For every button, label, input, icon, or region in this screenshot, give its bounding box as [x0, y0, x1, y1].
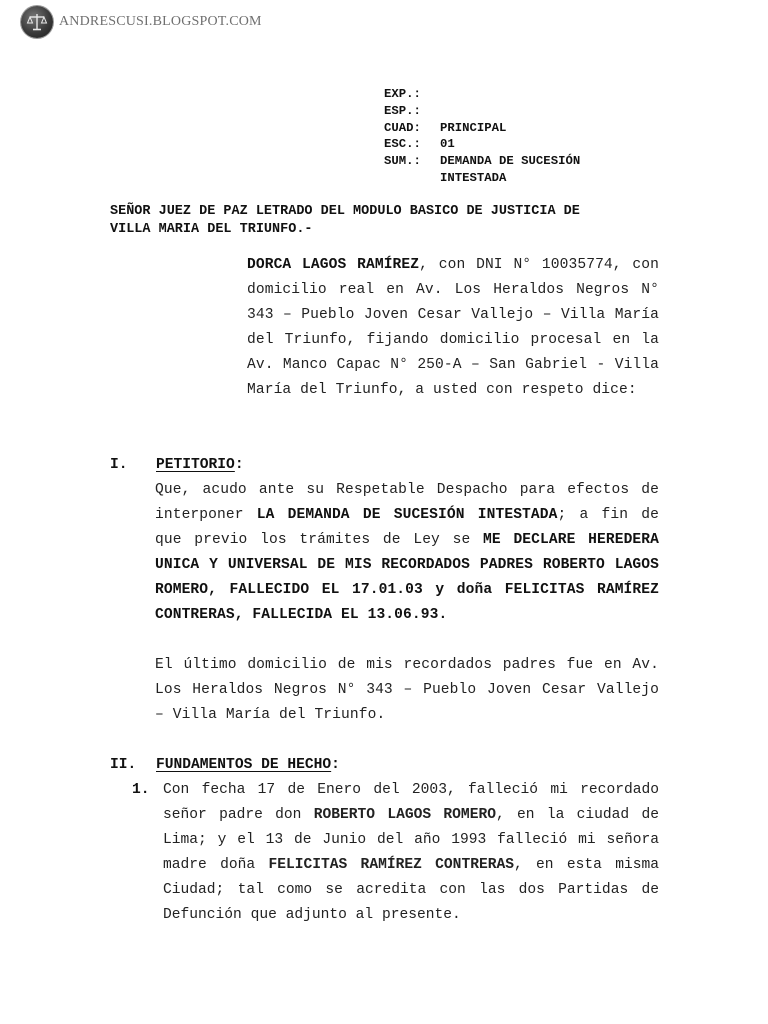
blog-header: [21, 5, 262, 39]
meta-key: ESP.:: [384, 103, 421, 118]
petitorio-paragraph: [155, 478, 659, 628]
addressee-heading: SEÑOR JUEZ DE PAZ LETRADO DEL MODULO BASICO DE JUSTICIA DE VILLA MARIA DEL TRIUNFO.-: [110, 204, 580, 237]
fact-text: , en esta misma Ciudad; tal como se acredita con las dos Partidas de Defunción que adjunto al presente.: [163, 857, 659, 923]
meta-value: PRINCIPAL: [440, 120, 507, 135]
fact-item-1: [132, 778, 659, 928]
meta-value: 01: [440, 137, 455, 152]
meta-value: [440, 86, 640, 103]
petitorio-text: ; a fin de que previo los trámites de Ley se: [155, 507, 660, 548]
meta-row-esc: [384, 136, 640, 153]
blog-name[interactable]: ANDRESCUSI.BLOGSPOT.COM: [59, 14, 262, 29]
fact-text: Con fecha 17 de Enero del 2003, falleció mi recordado señor padre don: [163, 782, 659, 823]
meta-row-sum: [384, 153, 640, 187]
section-heading-fundamentos: [110, 753, 340, 778]
meta-key: ESC.:: [384, 137, 421, 152]
section-number: II.: [110, 757, 137, 773]
section-number: I.: [110, 457, 128, 473]
fact-bold: ROBERTO LAGOS ROMERO: [313, 807, 496, 823]
last-domicile-paragraph: El último domicilio de mis recordados padres fue en Av. Los Heraldos Negros N° 343 – Pueblo Joven Cesar Vallejo – Villa María del Triunfo.: [155, 657, 659, 723]
intro-text: , con DNI N° 10035774, con domicilio real en Av. Los Heraldos Negros N° 343 – Pueblo Joven Cesar Vallejo – Villa María del Triunfo, fijando domicilio procesal en la Av. Manco Capac N° 250-A – San Gabriel - Villa María del Triunfo, a usted con respeto dice:: [247, 257, 659, 398]
meta-row-esp: [384, 103, 640, 120]
meta-row-cuad: [384, 120, 640, 137]
item-number: 1.: [132, 782, 150, 798]
meta-value: DEMANDA DE SUCESIÓN INTESTADA: [440, 154, 581, 185]
section-title: PETITORIO: [156, 457, 235, 473]
fact-text: , en la ciudad de Lima; y el 13 de Junio del año 1993 falleció mi señora madre doña: [163, 807, 659, 873]
intro-paragraph: [247, 253, 659, 403]
scales-of-justice-icon: [21, 6, 53, 38]
section-colon: :: [331, 757, 340, 773]
petitorio-bold: LA DEMANDA DE SUCESIÓN INTESTADA: [256, 507, 558, 523]
fact-bold: FELICITAS RAMÍREZ CONTRERAS: [268, 857, 514, 873]
meta-key: CUAD:: [384, 120, 421, 135]
item-text: [163, 778, 659, 928]
meta-value: [440, 103, 640, 120]
petitorio-bold: ME DECLARE HEREDERA UNICA Y UNIVERSAL DE MIS RECORDADOS PADRES ROBERTO LAGOS ROMERO, FALLECIDO EL 17.01.03 y doña FELICITAS RAMÍREZ CONTRERAS, FALLECIDA EL 13.06.93.: [155, 532, 660, 623]
section-title: FUNDAMENTOS DE HECHO: [156, 757, 332, 773]
section-heading-petitorio: [110, 453, 244, 478]
petitorio-text: Que, acudo ante su Respetable Despacho para efectos de interponer: [155, 482, 659, 523]
meta-row-exp: [384, 86, 640, 103]
case-metadata: [384, 86, 640, 187]
meta-key: EXP.:: [384, 87, 421, 101]
plaintiff-name: DORCA LAGOS RAMÍREZ: [247, 257, 420, 273]
meta-key: SUM.:: [384, 154, 421, 169]
section-colon: :: [234, 457, 244, 473]
